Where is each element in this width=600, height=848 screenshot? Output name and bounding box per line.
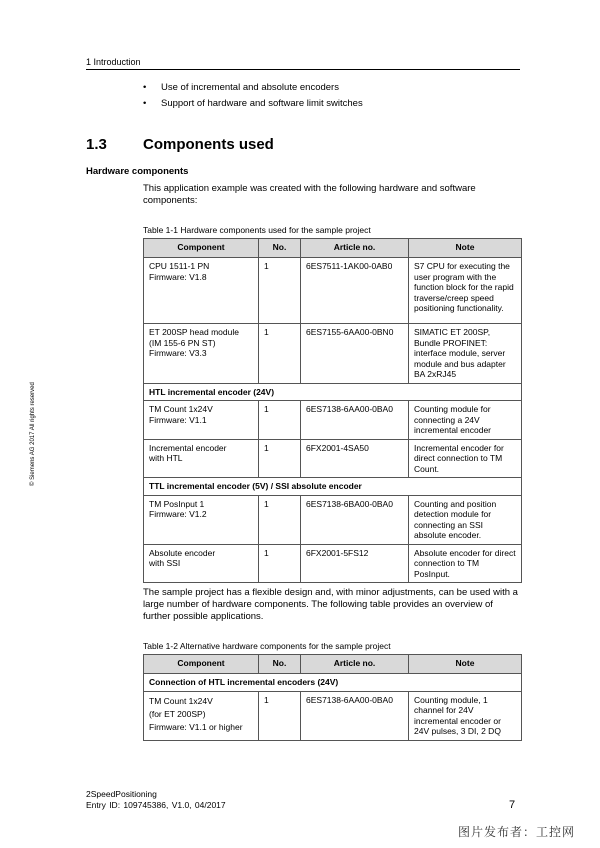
cell-component: ET 200SP head module (IM 155-6 PN ST) Firmware: V3.3 (144, 324, 259, 384)
table2 (143, 654, 522, 741)
cell-article: 6ES7138-6AA00-0BA0 (301, 401, 409, 440)
cell-note: Counting module, 1 channel for 24V incremental encoder or 24V pulses, 3 DI, 2 DQ (409, 691, 522, 740)
cell-component: Absolute encoder with SSI (144, 544, 259, 583)
footer-doc-name: 2SpeedPositioning (86, 789, 157, 799)
bullet-list (143, 81, 363, 113)
cell-no: 1 (259, 401, 301, 440)
col-no: No. (259, 655, 301, 674)
col-article: Article no. (301, 239, 409, 258)
group-label: HTL incremental encoder (24V) (144, 383, 522, 401)
cell-note: Counting module for connecting a 24V incremental encoder (409, 401, 522, 440)
subheading: Hardware components (86, 166, 189, 177)
table-row (144, 439, 522, 478)
cell-article: 6ES7138-6BA00-0BA0 (301, 495, 409, 544)
cell-article: 6FX2001-5FS12 (301, 544, 409, 583)
table-group-row (144, 478, 522, 496)
col-note: Note (409, 655, 522, 674)
bullet-item: • Use of incremental and absolute encoders (143, 81, 363, 97)
cell-note: Counting and position detection module for connecting an SSI absolute encoder. (409, 495, 522, 544)
table-group-row (144, 674, 522, 692)
watermark: 图片发布者：工控网 (458, 825, 576, 839)
table-header-row (144, 239, 522, 258)
cell-no: 1 (259, 544, 301, 583)
bullet-item: • Support of hardware and software limit switches (143, 97, 363, 113)
group-label: Connection of HTL incremental encoders (24V) (144, 674, 522, 692)
copyright-side-note: © Siemens AG 2017 All rights reserved (30, 382, 36, 486)
table2-caption: Table 1-2 Alternative hardware components for the sample project (143, 641, 391, 651)
cell-note: Absolute encoder for direct connection to TM PosInput. (409, 544, 522, 583)
cell-no: 1 (259, 258, 301, 324)
table1-caption: Table 1-1 Hardware components used for the sample project (143, 225, 371, 235)
para-flexible-design: The sample project has a flexible design and, with minor adjustments, can be used with a large number of hardware components. The following table provides an overview of further possible applications. (143, 587, 518, 622)
page-number: 7 (509, 799, 516, 811)
cell-component: Incremental encoder with HTL (144, 439, 259, 478)
section-number: 1.3 (86, 136, 107, 153)
table-row (144, 544, 522, 583)
col-article: Article no. (301, 655, 409, 674)
running-header: 1 Introduction (86, 57, 141, 67)
col-no: No. (259, 239, 301, 258)
section-title: Components used (143, 136, 274, 153)
table-header-row (144, 655, 522, 674)
cell-note: S7 CPU for executing the user program with the function block for the rapid traverse/creep speed positioning functionality. (409, 258, 522, 324)
intro-paragraph: This application example was created with the following hardware and software components: (143, 183, 476, 206)
cell-article: 6ES7511-1AK00-0AB0 (301, 258, 409, 324)
footer-entry-id: Entry ID: 109745386, V1.0, 04/2017 (86, 800, 226, 810)
cell-note: SIMATIC ET 200SP, Bundle PROFINET: interface module, server module and bus adapter BA 2xRJ45 (409, 324, 522, 384)
table-row (144, 258, 522, 324)
cell-component: CPU 1511-1 PN Firmware: V1.8 (144, 258, 259, 324)
cell-component: TM Count 1x24V (for ET 200SP) Firmware: V1.1 or higher (144, 691, 259, 740)
cell-no: 1 (259, 324, 301, 384)
cell-component: TM Count 1x24V Firmware: V1.1 (144, 401, 259, 440)
header-rule (86, 69, 520, 70)
cell-no: 1 (259, 439, 301, 478)
col-component: Component (144, 239, 259, 258)
col-component: Component (144, 655, 259, 674)
table1 (143, 238, 522, 583)
table-row (144, 691, 522, 740)
table-row (144, 401, 522, 440)
table-row (144, 324, 522, 384)
cell-no: 1 (259, 691, 301, 740)
table-group-row (144, 383, 522, 401)
cell-component: TM PosInput 1 Firmware: V1.2 (144, 495, 259, 544)
cell-article: 6ES7155-6AA00-0BN0 (301, 324, 409, 384)
cell-article: 6ES7138-6AA00-0BA0 (301, 691, 409, 740)
group-label: TTL incremental encoder (5V) / SSI absolute encoder (144, 478, 522, 496)
cell-note: Incremental encoder for direct connection to TM Count. (409, 439, 522, 478)
cell-no: 1 (259, 495, 301, 544)
cell-article: 6FX2001-4SA50 (301, 439, 409, 478)
col-note: Note (409, 239, 522, 258)
table-row (144, 495, 522, 544)
